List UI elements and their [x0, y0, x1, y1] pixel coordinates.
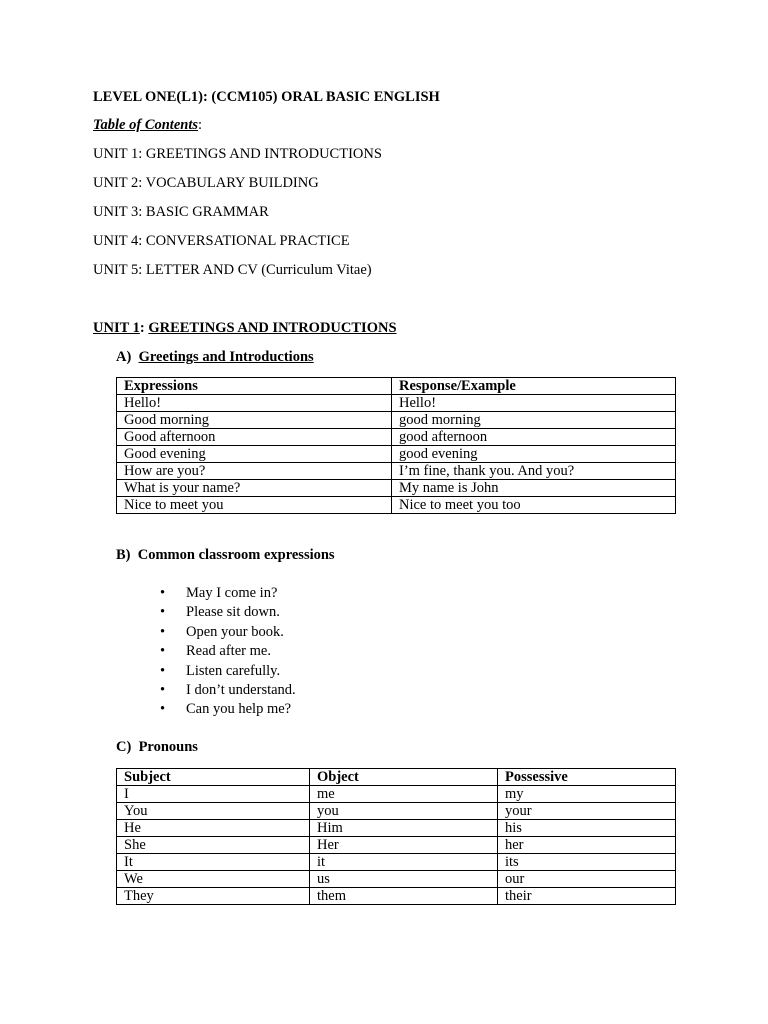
list-item — [160, 642, 296, 661]
list-item-text: Open your book. — [186, 623, 284, 640]
table-cell: its — [498, 854, 676, 871]
table-header-row — [117, 769, 676, 786]
section-c-marker: C) — [116, 739, 132, 755]
table-row — [117, 429, 676, 446]
table-header-row — [117, 378, 676, 395]
table-row — [117, 786, 676, 803]
table-row — [117, 412, 676, 429]
toc-item: UNIT 5: LETTER AND CV (Curriculum Vitae) — [93, 262, 372, 278]
unit1-colon: : — [139, 320, 149, 336]
toc-item: UNIT 2: VOCABULARY BUILDING — [93, 175, 319, 191]
table-cell: me — [310, 786, 498, 803]
table-cell: Hello! — [392, 395, 676, 412]
table-cell: Him — [310, 820, 498, 837]
table-cell: good morning — [392, 412, 676, 429]
table-cell: My name is John — [392, 480, 676, 497]
table-cell: my — [498, 786, 676, 803]
greetings-table — [116, 377, 676, 514]
column-header: Response/Example — [392, 378, 676, 395]
toc-item: UNIT 4: CONVERSATIONAL PRACTICE — [93, 233, 350, 249]
list-item-text: Listen carefully. — [186, 662, 281, 679]
table-cell: What is your name? — [117, 480, 392, 497]
toc-heading: Table of Contents — [93, 117, 199, 133]
bullet-icon: • — [160, 701, 166, 718]
section-c-heading — [116, 738, 198, 756]
section-c-title: Pronouns — [138, 739, 198, 755]
table-cell: It — [117, 854, 310, 871]
table-cell: us — [310, 871, 498, 888]
table-cell: your — [498, 803, 676, 820]
bullet-icon: • — [160, 643, 166, 660]
list-item-text: Read after me. — [186, 643, 271, 660]
table-row — [117, 395, 676, 412]
table-cell: Her — [310, 837, 498, 854]
column-header: Object — [310, 769, 498, 786]
table-cell: their — [498, 888, 676, 905]
table-row — [117, 803, 676, 820]
table-cell: it — [310, 854, 498, 871]
column-header: Subject — [117, 769, 310, 786]
table-cell: Hello! — [117, 395, 392, 412]
table-cell: her — [498, 837, 676, 854]
bullet-icon: • — [160, 623, 166, 640]
table-cell: They — [117, 888, 310, 905]
list-item-text: I don’t understand. — [186, 681, 296, 698]
bullet-icon: • — [160, 585, 166, 601]
table-cell: Good afternoon — [117, 429, 392, 446]
section-a-heading — [116, 348, 314, 366]
table-cell: Nice to meet you too — [392, 497, 676, 514]
table-cell: our — [498, 871, 676, 888]
table-row — [117, 854, 676, 871]
section-a-title: Greetings and Introductions — [138, 349, 314, 365]
classroom-expressions-list — [160, 584, 296, 720]
section-b-heading — [116, 546, 335, 564]
toc-heading-colon: : — [198, 117, 203, 133]
list-item — [160, 603, 296, 622]
table-row — [117, 463, 676, 480]
bullet-icon: • — [160, 604, 166, 621]
section-b-title: Common classroom expressions — [137, 547, 335, 563]
table-cell: Good morning — [117, 412, 392, 429]
section-a-marker: A) — [116, 349, 132, 365]
document-title: LEVEL ONE(L1): (CCM105) ORAL BASIC ENGLISH — [93, 89, 440, 105]
table-cell: I — [117, 786, 310, 803]
section-b-marker: B) — [116, 547, 131, 563]
pronouns-table — [116, 768, 676, 905]
bullet-icon: • — [160, 662, 166, 679]
unit1-label: UNIT 1 — [93, 320, 140, 336]
table-row — [117, 888, 676, 905]
table-row — [117, 837, 676, 854]
unit1-title: GREETINGS AND INTRODUCTIONS — [148, 320, 397, 336]
column-header: Possessive — [498, 769, 676, 786]
table-cell: Good evening — [117, 446, 392, 463]
table-cell: He — [117, 820, 310, 837]
list-item — [160, 700, 296, 719]
table-row — [117, 446, 676, 463]
list-item — [160, 584, 296, 603]
table-row — [117, 497, 676, 514]
table-row — [117, 820, 676, 837]
toc-heading-line — [93, 116, 202, 134]
list-item-text: Can you help me? — [186, 701, 292, 718]
table-cell: good afternoon — [392, 429, 676, 446]
table-cell: good evening — [392, 446, 676, 463]
table-cell: We — [117, 871, 310, 888]
table-row — [117, 871, 676, 888]
toc-item: UNIT 1: GREETINGS AND INTRODUCTIONS — [93, 146, 382, 162]
bullet-icon: • — [160, 681, 166, 698]
table-cell: his — [498, 820, 676, 837]
list-item-text: Please sit down. — [186, 604, 280, 621]
table-cell: you — [310, 803, 498, 820]
list-item-text: May I come in? — [186, 585, 278, 601]
table-cell: She — [117, 837, 310, 854]
table-row — [117, 480, 676, 497]
toc-item: UNIT 3: BASIC GRAMMAR — [93, 204, 269, 220]
list-item — [160, 662, 296, 681]
table-cell: You — [117, 803, 310, 820]
list-item — [160, 623, 296, 642]
table-cell: Nice to meet you — [117, 497, 392, 514]
table-cell: I’m fine, thank you. And you? — [392, 463, 676, 480]
list-item — [160, 681, 296, 700]
column-header: Expressions — [117, 378, 392, 395]
table-cell: them — [310, 888, 498, 905]
unit1-heading — [93, 319, 397, 337]
table-cell: How are you? — [117, 463, 392, 480]
